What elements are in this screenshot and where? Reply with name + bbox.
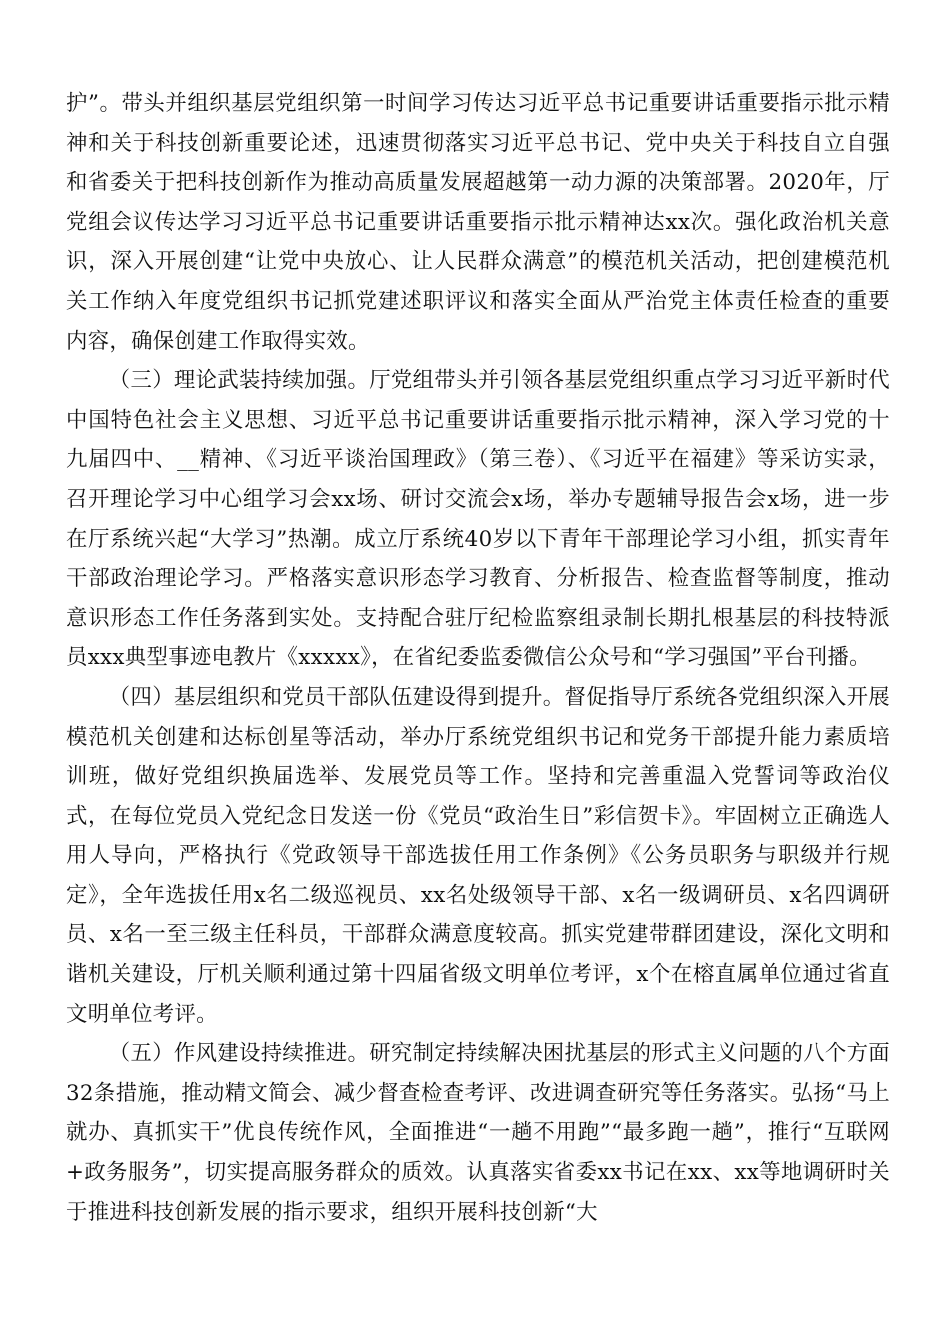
paragraph-work-style: （五）作风建设持续推进。研究制定持续解决困扰基层的形式主义问题的八个方面32条措施，推动精文简会、减少督查检查考评、改进调查研究等任务落实。弘扬“马上就办、真抓实干”优良传统作风，全面推进“一趟不用跑”“最多跑一趟”，推行“互联网+政务服务”，切实提高服务群众的质效。认真落实省委xx书记在xx、xx等地调研时关于推进科技创新发展的指示要求，组织开展科技创新“大 (66, 1041, 890, 1225)
paragraph-grassroots-organization: （四）基层组织和党员干部队伍建设得到提升。督促指导厅系统各党组织深入开展模范机关创建和达标创星等活动，举办厅系统党组织书记和党务干部提升能力素质培训班，做好党组织换届选举、发展党员等工作。坚持和完善重温入党誓词等政治仪式，在每位党员入党纪念日发送一份《党员“政治生日”彩信贺卡》。牢固树立正确选人用人导向，严格执行《党政领导干部选拔任用工作条例》《公务员职务与职级并行规定》，全年选拔任用x名二级巡视员、xx名处级领导干部、x名一级调研员、x名四调研员、x名一至三级主任科员，干部群众满意度较高。抓实党建带群团建设，深化文明和谐机关建设，厅机关顺利通过第十四届省级文明单位考评，x个在榕直属单位通过省直文明单位考评。 (66, 684, 890, 1027)
document-page (66, 84, 890, 1232)
paragraph-theory-study: （三）理论武装持续加强。厅党组带头并引领各基层党组织重点学习习近平新时代中国特色社会主义思想、习近平总书记重要讲话重要指示批示精神，深入学习党的十九届四中、__精神、《习近平谈治国理政》（第三卷）、《习近平在福建》等采访实录，召开理论学习中心组学习会xx场、研讨交流会x场，举办专题辅导报告会x场，进一步在厅系统兴起“大学习”热潮。成立厅系统40岁以下青年干部理论学习小组，抓实青年干部政治理论学习。严格落实意识形态学习教育、分析报告、检查监督等制度，推动意识形态工作任务落到实处。支持配合驻厅纪检监察组录制长期扎根基层的科技特派员xxx典型事迹电教片《xxxxx》，在省纪委监委微信公众号和“学习强国”平台刊播。 (66, 368, 890, 671)
paragraph-political-institution: 护”。带头并组织基层党组织第一时间学习传达习近平总书记重要讲话重要指示批示精神和关于科技创新重要论述，迅速贯彻落实习近平总书记、党中央关于科技自立自强和省委关于把科技创新作为推动高质量发展超越第一动力源的决策部署。2020年，厅党组会议传达学习习近平总书记重要讲话重要指示批示精神达xx次。强化政治机关意识，深入开展创建“让党中央放心、让人民群众满意”的模范机关活动，把创建模范机关工作纳入年度党组织书记抓党建述职评议和落实全面从严治党主体责任检查的重要内容，确保创建工作取得实效。 (66, 91, 890, 354)
